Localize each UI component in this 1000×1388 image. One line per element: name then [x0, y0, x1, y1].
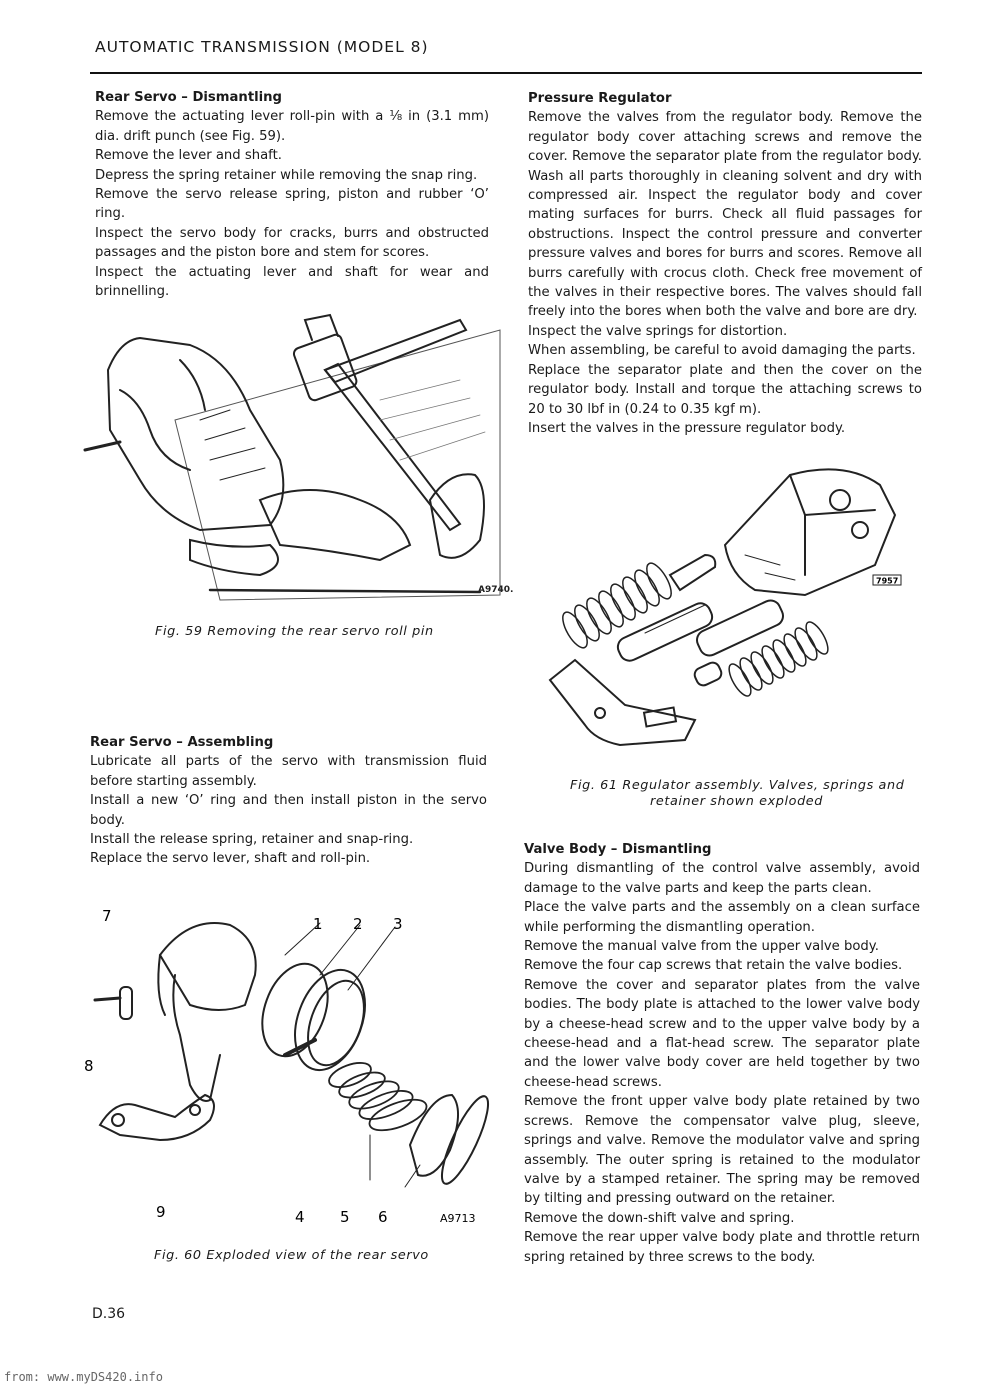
fig60-caption: Fig. 60 Exploded view of the rear servo [154, 1248, 429, 1263]
callout-9: 9 [156, 1203, 166, 1221]
paragraph: Remove the front upper valve body plate retained by two screws. Remove the compensator valve plug, sleeve, springs and valve. Remove the modulator valve and spring assembly. The outer spring is retained to the modulator valve by a stamped retainer. The spring may be removed by tilting and pressing outward on the retainer. [524, 1094, 920, 1207]
paragraph: Inspect the actuating lever and shaft for wear and brinnelling. [95, 264, 489, 300]
page-number: D.36 [92, 1306, 126, 1322]
paragraph: Inspect the servo body for cracks, burrs and obstructed passages and the piston bore and stem for scores. [95, 225, 489, 261]
fig61-caption-line1: Fig. 61 Regulator assembly. Valves, springs and [570, 778, 905, 793]
paragraph: Depress the spring retainer while removing the snap ring. [95, 167, 478, 183]
fig59-illustration [80, 300, 520, 610]
callout-6: 6 [378, 1208, 388, 1226]
paragraph: Remove the valves from the regulator body. Remove the regulator body cover attaching screws and remove the cover. Remove the separator plate from the regulator body. Wash all parts thoroughly in cleaning solvent and dry with compressed air. Inspect the regulator body and cover mating surfaces for burrs. Check all fluid passages for obstructions. Inspect the control pressure and converter pressure valves and bores for burrs and scores. Remove all burrs carefully with crocus cloth. Check free movement of the valves in their respective bores. The valves should fall freely into the bores when both the valve and bore are dry. [528, 110, 922, 320]
page-header: AUTOMATIC TRANSMISSION (MODEL 8) [95, 38, 429, 56]
paragraph: Remove the down-shift valve and spring. [524, 1210, 795, 1226]
valve-body-dismantling-section [524, 840, 920, 1267]
paragraph: Remove the lever and shaft. [95, 148, 282, 164]
callout-3: 3 [393, 915, 403, 933]
fig60-exploded-view [80, 895, 500, 1235]
paragraph: Replace the separator plate and then the cover on the regulator body. Install and torque the attaching screws to 20 to 30 lbf in (0.24 to 0.35 kgf m). [528, 362, 922, 417]
paragraph: Remove the rear upper valve body plate and throttle return spring retained by three screws to the body. [524, 1230, 920, 1265]
paragraph: Remove the actuating lever roll-pin with a ⅛ in (3.1 mm) dia. drift punch (see Fig. 59). [95, 109, 489, 144]
paragraph: Inspect the valve springs for distortion. [528, 323, 788, 339]
paragraph: Place the valve parts and the assembly on a clean surface while performing the dismantling operation. [524, 900, 920, 935]
rear-servo-assembling-section [90, 733, 487, 869]
pressure-regulator-section [528, 89, 922, 438]
paragraph: When assembling, be careful to avoid damaging the parts. [528, 343, 916, 359]
paragraph: Replace the servo lever, shaft and roll-pin. [90, 851, 371, 867]
callout-5: 5 [340, 1208, 350, 1226]
paragraph: During dismantling of the control valve assembly, avoid damage to the valve parts and keep the parts clean. [524, 861, 920, 896]
rear-servo-dismantling-section [95, 88, 489, 301]
paragraph: Remove the manual valve from the upper valve body. [524, 939, 879, 955]
fig59-caption: Fig. 59 Removing the rear servo roll pin [155, 624, 434, 639]
paragraph: Install the release spring, retainer and snap-ring. [90, 832, 414, 848]
fig61-regulator-assembly [545, 455, 915, 765]
source-footer: from: www.myDS420.info [4, 1370, 163, 1384]
callout-2: 2 [353, 915, 363, 933]
paragraph: Lubricate all parts of the servo with transmission fluid before starting assembly. [90, 754, 487, 789]
fig61-caption-line2: retainer shown exploded [650, 794, 823, 809]
fig59-ref-code: A9740. [478, 585, 514, 595]
paragraph: Insert the valves in the pressure regulator body. [528, 420, 846, 436]
section-heading: Rear Servo – Dismantling [95, 90, 282, 105]
section-heading: Valve Body – Dismantling [524, 842, 712, 857]
paragraph: Remove the four cap screws that retain the valve bodies. [524, 958, 903, 974]
callout-8: 8 [84, 1057, 94, 1075]
paragraph: Install a new ‘O’ ring and then install piston in the servo body. [90, 793, 487, 828]
callout-4: 4 [295, 1208, 305, 1226]
header-rule [90, 72, 922, 74]
fig61-ref-code: 7957 [876, 576, 899, 586]
paragraph: Remove the servo release spring, piston and rubber ‘O’ ring. [95, 187, 489, 222]
section-heading: Pressure Regulator [528, 91, 672, 106]
fig60-ref-code: A9713 [440, 1212, 476, 1225]
callout-7: 7 [102, 907, 112, 925]
paragraph: Remove the cover and separator plates from the valve bodies. The body plate is attached to the lower valve body by a cheese-head screw and to the upper valve body by a cheese-head and a flat-head screw. The separator plate and the lower valve body cover are held together by two cheese-head screws. [524, 977, 920, 1090]
section-heading: Rear Servo – Assembling [90, 735, 274, 750]
callout-1: 1 [313, 915, 323, 933]
